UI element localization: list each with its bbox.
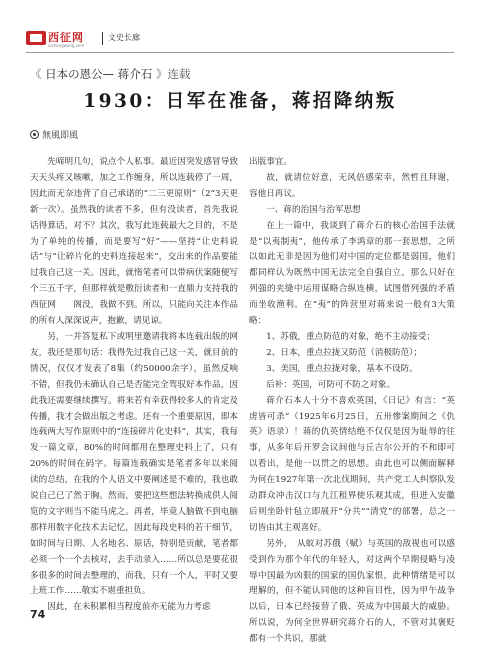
list-item: 后补：英国，可防可不防之对象。 [266, 379, 396, 390]
section-heading: 一、蒋的治国与治军思想 [266, 204, 361, 215]
series-title [30, 66, 190, 82]
series-name: 日本の恩公— 蒋介石 [45, 67, 153, 81]
article-title: 1930：日军在准备，蒋招降纳叛 [83, 91, 397, 112]
author-bullet-icon [30, 130, 39, 139]
left-paragraph: 因此，在未积累相当程度前亦无能为力考虑 [47, 602, 211, 613]
right-paragraph: 在上一篇中，我谈到了蒋介石的核心治国手法就是“以夷制夷”，他传承了李鸿章的那一套思想，之所以如此无非是因为他们对中国的定位都是弱国，他们都同样认为既然中国无法完全自强自立，那么只好在列强的夹缝中运用谋略合纵连横，试图借列强的矛盾而坐收渔利。在“夷”的阵营里对蒋来说一般有3大策略： [249, 220, 455, 327]
right-paragraph: 蒋介石本人十分不喜欢英国，《日记》有言：“英虏皆可杀”（1925年6月25日，五卅惨案期间之《仇英》语录）！蒋的仇英情结绝不仅仅是因为耻辱的往事，从多年后开罗会议间他与丘吉尔公开的不和即可以看出，是他一以贯之的思想。由此也可以侧面解释为何在1927年第一次北伐期间，共产党工人纠察队发动群众冲击汉口与九江租界使乐观其成，但进入安徽后则坐卧针毡立即展开“分共”“清党”的部署，总之一切皆由其主观喜好。 [249, 395, 455, 533]
author-name: 無風即風 [42, 131, 79, 141]
left-column [30, 155, 238, 616]
header-rule [26, 52, 454, 53]
left-paragraph: 先啼明几句，说点个人私事。最近因突发感冒导致天天头疼又咳嗽，加之工作缠身，所以连载停了一周，因此而无奈违背了自己承诺的“二三更原则”（2“3天更新一次）。虽然我的读者不多，但有没读者，首先我说话得算话，对不？其次，我写此连载最大之目的，不是为了单纯的传播，而是要写“好”——坚持“让史料说话”与“让碎片化的史料连接起来”，交出来的作品要能过我自己这一关。因此，就惰笔者可以带病伏案随便写个三五千字，但那样就是敷衍读者和一直鼎力支持我的西征网 阁没，我做不到。所以，只能向关注本作品的所有人深深说声，抱歉，请见谅。 [30, 157, 238, 327]
series-close-bracket: 》连载 [155, 67, 191, 81]
right-paragraph: 另外， 从蚁对苏俄（赋）与英国的敌视也可以感受到作为那个年代的年轻人，对这两个早期侵略与凌辱中国最为凶狠的国家的国仇家恨，此种情绪是可以理解的，但不能认同他的这种盲目性，因为甲午战争以后，日本已经接替了俄、英成为中国最大的威胁。所以说，为何全世界研究蒋介石的人，不管对其褒贬都有一个共识，那就 [249, 538, 455, 645]
right-paragraph: 出版事宜。 [249, 157, 292, 167]
list-item: 1、苏俄，重点防范的对象，绝不主动接受； [266, 331, 435, 342]
logo-mark-icon [26, 31, 46, 45]
article-author [30, 128, 78, 141]
right-paragraph: 故，就请位好意，无风倍感荣幸，然哲且拜谢，容他日再议。 [249, 172, 455, 199]
list-item: 3、美国，重点拉拢对象，基本不设防。 [266, 363, 418, 374]
page-number: 74 [30, 608, 46, 621]
right-column [249, 155, 455, 648]
logo-url: xizhengwang.com [48, 43, 85, 48]
logo-text: 西征网 [48, 31, 84, 44]
list-item: 2、日本，重点拉拢又防范（消极防范）； [266, 347, 423, 358]
left-paragraph: 另，一并答复私下或明里邀请我将本连载出版的网友，我还是那句话：我得先过我自己这一关，就目前的情况，仅仅才发表了8集（约50000余字），虽然反响不错，但我仍未确认自己是否能完全驾驭好本作品，因此我还需要继续撰写。将来若有幸获得较多人的肯定及传播，我才会做出版之考虑。还有一个重要原因，即本连载两大写作原则中的“连接碎片化史料”，其实，我每发一篇文章，80%的时间都用在整理史料上了，只有20%的时间在码字。每篇连载确实是笔者多年以来阅读的总结，在我的个人语文中要阐述是不难的，我也敢说自己已了然于胸。然而，要把这些想法转换成供人阅览的文字则当不能马虎之。再者，毕竟人脑做不到电脑那样用数字化技术去记忆，因此每段史料的若干细节，如时间与日期、人名地名、原话，特别是贡献，笔者都必须一个一个去核对，去手动录入……所以总是要花很多很多的时间去整理的，而我，只有一个人，平时又要上班工作……敬实不堪重担负。 [30, 331, 238, 597]
section-name: 文史长廊 [108, 33, 140, 42]
series-open-bracket: 《 [30, 67, 42, 81]
site-logo [26, 29, 98, 51]
header-divider [102, 32, 103, 45]
